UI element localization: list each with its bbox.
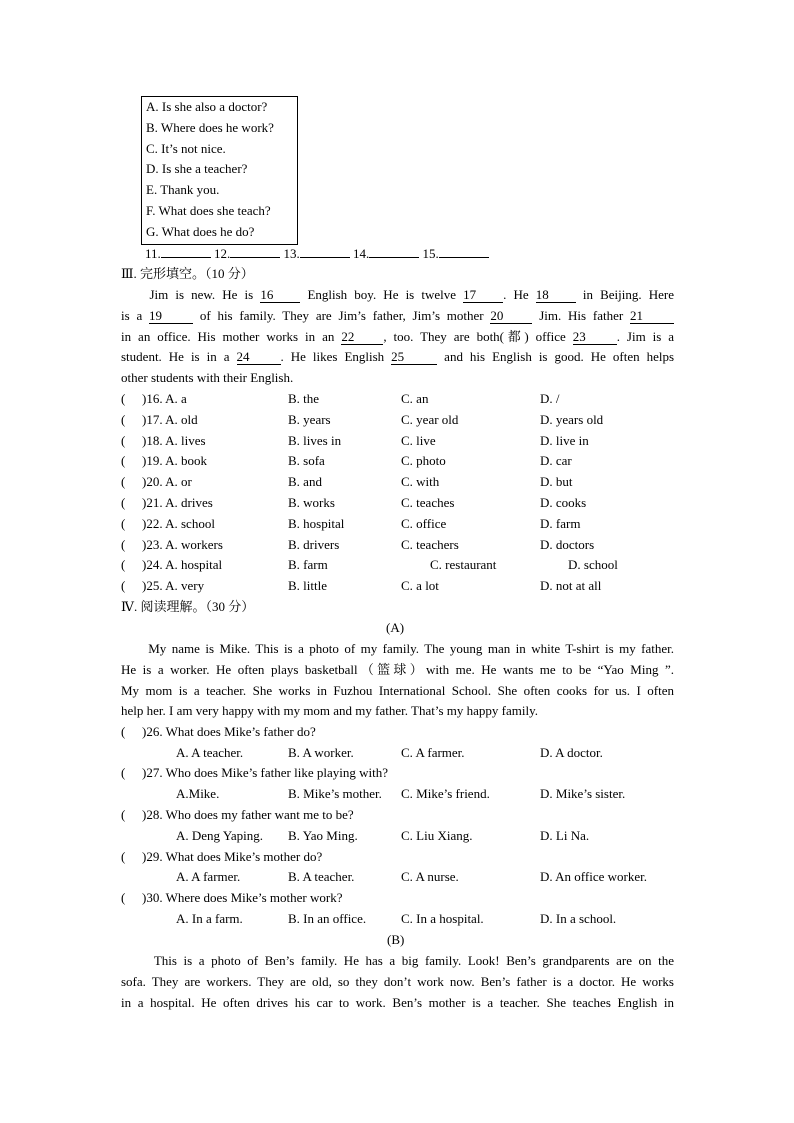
question-18-d: D. live in (540, 433, 589, 448)
passage-line: in a hospital. He often drives his car to work. Ben’s mother is a teacher. She teaches English in (121, 994, 674, 1010)
answer-blank[interactable] (230, 257, 280, 258)
question-19-paren: ( (121, 453, 126, 468)
passage-b-label: (B) (387, 932, 405, 947)
question-26-stem: )26. What does Mike’s father do? (142, 724, 316, 739)
reading-passage-a (121, 639, 674, 722)
question-27-d: D. Mike’s sister. (540, 786, 626, 801)
question-25-d: D. not at all (540, 578, 602, 593)
blank-20[interactable]: 20 (490, 309, 532, 324)
option-b: B. Where does he work? (146, 120, 274, 135)
question-16-a: )16. A. a (142, 391, 187, 406)
question-26-c: C. A farmer. (401, 745, 465, 760)
question-30-paren: ( (121, 890, 126, 905)
option-d: D. Is she a teacher? (146, 161, 248, 176)
blank-25[interactable]: 25 (391, 350, 437, 365)
question-28-a: A. Deng Yaping. (176, 828, 264, 843)
cloze-passage (121, 285, 674, 389)
question-21-a: )21. A. drives (142, 495, 213, 510)
question-29-paren: ( (121, 849, 126, 864)
passage-line: in an office. His mother works in an 22 , too. They are both(都) office 23 . Jim is a (121, 328, 675, 344)
question-20-paren: ( (121, 474, 126, 489)
question-20-d: D. but (540, 474, 573, 489)
section-4-title: Ⅳ. 阅读理解。（30 分） (121, 599, 255, 614)
question-23-c: C. teachers (401, 537, 459, 552)
question-26-d: D. A doctor. (540, 745, 603, 760)
question-23-b: B. drivers (288, 537, 340, 552)
blank-19[interactable]: 19 (149, 309, 193, 324)
options-box (141, 96, 298, 245)
question-22-d: D. farm (540, 516, 581, 531)
question-18-a: )18. A. lives (142, 433, 206, 448)
question-21-paren: ( (121, 495, 126, 510)
answer-label: 11. (145, 246, 161, 261)
question-22-a: )22. A. school (142, 516, 215, 531)
question-26-b: B. A worker. (288, 745, 354, 760)
question-27-b: B. Mike’s mother. (288, 786, 382, 801)
answer-blank[interactable] (300, 257, 350, 258)
passage-line: This is a photo of Ben’s family. He has a big family. Look! Ben’s grandparents are on the (153, 953, 674, 968)
question-16-c: C. an (401, 391, 429, 406)
question-18-b: B. lives in (288, 433, 342, 448)
option-e: E. Thank you. (146, 182, 220, 197)
blank-16[interactable]: 16 (260, 288, 300, 303)
blank-18[interactable]: 18 (536, 288, 576, 303)
blank-21[interactable]: 21 (630, 309, 674, 324)
question-17-c: C. year old (401, 412, 459, 427)
question-30-c: C. In a hospital. (401, 911, 484, 926)
question-20-c: C. with (401, 474, 440, 489)
answer-blanks-row (145, 244, 489, 264)
question-28-b: B. Yao Ming. (288, 828, 358, 843)
question-30-a: A. In a farm. (176, 911, 243, 926)
question-29-c: C. A nurse. (401, 869, 459, 884)
question-24-a: )24. A. hospital (142, 557, 223, 572)
answer-label: 14. (353, 246, 370, 261)
question-22-b: B. hospital (288, 516, 345, 531)
question-23-a: )23. A. workers (142, 537, 223, 552)
question-25-a: )25. A. very (142, 578, 205, 593)
question-28-d: D. Li Na. (540, 828, 590, 843)
passage-line: My mom is a teacher. She works in Fuzhou International School. She often cooks for us. I often (121, 682, 674, 698)
question-29-a: A. A farmer. (176, 869, 241, 884)
question-23-paren: ( (121, 537, 126, 552)
question-25-paren: ( (121, 578, 126, 593)
question-26-a: A. A teacher. (176, 745, 244, 760)
question-17-a: )17. A. old (142, 412, 198, 427)
blank-23[interactable]: 23 (573, 330, 617, 345)
passage-line: other students with their English. (121, 370, 294, 386)
passage-a-label: (A) (386, 620, 405, 635)
passage-line: student. He is in a 24 . He likes English 25 and his English is good. He often helps (121, 349, 675, 365)
passage-line: My name is Mike. This is a photo of my family. The young man in white T-shirt is my father. (148, 641, 674, 656)
question-22-c: C. office (401, 516, 447, 531)
question-18-paren: ( (121, 433, 126, 448)
passage-line: sofa. They are workers. They are old, so they don’t work now. Ben’s father is a doctor. He works (121, 973, 674, 989)
question-19-d: D. car (540, 453, 572, 468)
question-21-c: C. teaches (401, 495, 455, 510)
question-24-c: C. restaurant (430, 557, 497, 572)
question-27-a: A.Mike. (176, 786, 220, 801)
question-21-d: D. cooks (540, 495, 587, 510)
question-28-c: C. Liu Xiang. (401, 828, 473, 843)
question-28-paren: ( (121, 807, 126, 822)
question-28-stem: )28. Who does my father want me to be? (142, 807, 354, 822)
blank-22[interactable]: 22 (341, 330, 383, 345)
blank-24[interactable]: 24 (237, 350, 281, 365)
question-21-b: B. works (288, 495, 335, 510)
question-18-c: C. live (401, 433, 436, 448)
question-16-b: B. the (288, 391, 320, 406)
passage-line: help her. I am very happy with my mom and my father. That’s my happy family. (121, 703, 538, 719)
option-f: F. What does she teach? (146, 203, 271, 218)
question-24-b: B. farm (288, 557, 328, 572)
question-19-b: B. sofa (288, 453, 325, 468)
answer-label: 13. (283, 246, 300, 261)
option-c: C. It’s not nice. (146, 141, 226, 156)
question-30-stem: )30. Where does Mike’s mother work? (142, 890, 343, 905)
passage-line: is a 19 of his family. They are Jim’s father, Jim’s mother 20 Jim. His father 21 (121, 306, 674, 327)
option-a: A. Is she also a doctor? (146, 99, 268, 114)
question-25-c: C. a lot (401, 578, 439, 593)
section-3-title: Ⅲ. 完形填空。（10 分） (121, 266, 254, 281)
blank-17[interactable]: 17 (463, 288, 503, 303)
question-20-a: )20. A. or (142, 474, 192, 489)
question-30-d: D. In a school. (540, 911, 617, 926)
answer-blank[interactable] (161, 257, 211, 258)
question-19-c: C. photo (401, 453, 446, 468)
question-16-d: D. / (540, 391, 560, 406)
question-24-paren: ( (121, 557, 126, 572)
question-22-paren: ( (121, 516, 126, 531)
answer-label: 12. (214, 246, 231, 261)
answer-blank[interactable] (369, 257, 419, 258)
question-29-b: B. A teacher. (288, 869, 355, 884)
question-27-paren: ( (121, 765, 126, 780)
question-27-stem: )27. Who does Mike’s father like playing with? (142, 765, 388, 780)
passage-line: Jim is new. He is 16 English boy. He is twelve 17 . He 18 in Beijing. Here (149, 287, 674, 302)
question-20-b: B. and (288, 474, 322, 489)
question-17-paren: ( (121, 412, 126, 427)
reading-passage-b (121, 951, 674, 1013)
question-17-d: D. years old (540, 412, 604, 427)
answer-label: 15. (422, 246, 439, 261)
question-27-c: C. Mike’s friend. (401, 786, 490, 801)
passage-line: He is a worker. He often plays basketball（篮球）with me. He wants me to be “Yao Ming ”. (121, 661, 674, 677)
question-29-stem: )29. What does Mike’s mother do? (142, 849, 323, 864)
question-19-a: )19. A. book (142, 453, 207, 468)
question-16: ( (121, 391, 126, 406)
question-25-b: B. little (288, 578, 327, 593)
question-23-d: D. doctors (540, 537, 595, 552)
question-26-paren: ( (121, 724, 126, 739)
answer-blank[interactable] (439, 257, 489, 258)
option-g: G. What does he do? (146, 224, 255, 239)
question-29-d: D. An office worker. (540, 869, 647, 884)
question-30-b: B. In an office. (288, 911, 367, 926)
question-17-b: B. years (288, 412, 331, 427)
question-24-d: D. school (568, 557, 618, 572)
